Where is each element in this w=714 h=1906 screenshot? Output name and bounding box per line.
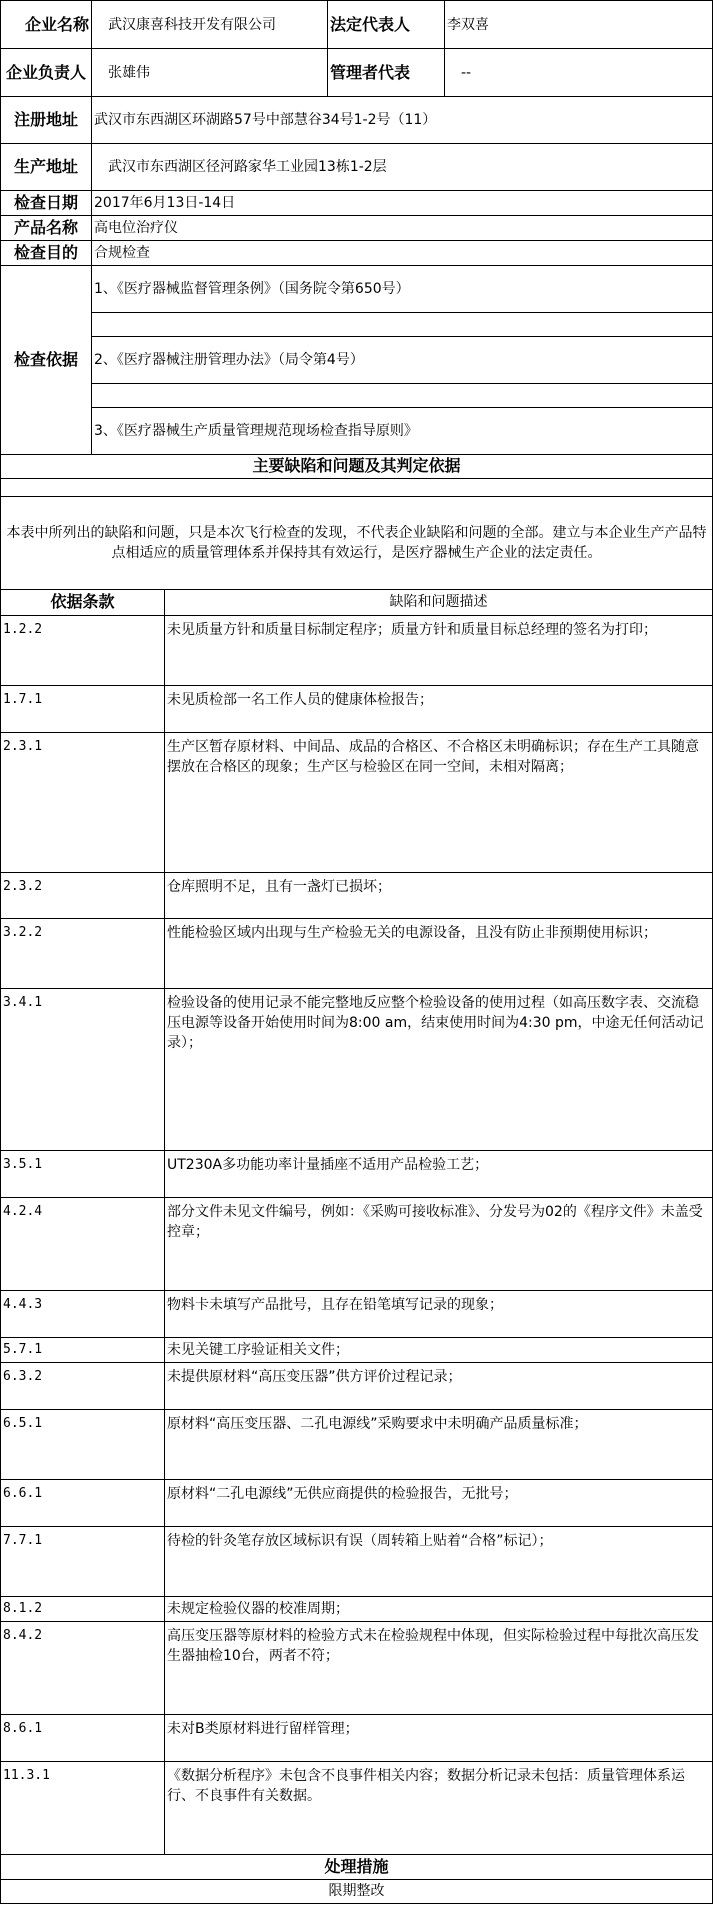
inspection-date-label: 检查日期	[1, 191, 92, 216]
table-row	[1, 732, 713, 872]
basis-label: 检查依据	[1, 266, 92, 455]
table-row	[1, 1409, 713, 1479]
row-clause: 2.3.1	[1, 732, 165, 872]
row-desc: 原材料“高压变压器、二孔电源线”采购要求中未明确产品质量标准；	[165, 1409, 713, 1479]
row-desc: 《数据分析程序》未包含不良事件相关内容；数据分析记录未包括：质量管理体系运行、不良事件有关数据。	[165, 1761, 713, 1854]
row-desc: 未对B类原材料进行留样管理；	[165, 1714, 713, 1761]
basis-item-1: 1、《医疗器械监督管理条例》（国务院令第650号）	[92, 266, 713, 313]
blank-row	[1, 478, 713, 496]
table-row	[1, 1150, 713, 1197]
table-row	[1, 1362, 713, 1409]
company-info-table	[0, 0, 713, 455]
row-desc: 未规定检验仪器的校准周期；	[165, 1596, 713, 1621]
basis-item-2: 2、《医疗器械注册管理办法》（局令第4号）	[92, 337, 713, 384]
row-desc: 原材料“二孔电源线”无供应商提供的检验报告，无批号；	[165, 1479, 713, 1526]
findings-section-title: 主要缺陷和问题及其判定依据	[1, 454, 713, 478]
row-clause: 8.4.2	[1, 1621, 165, 1714]
row-desc: 高压变压器等原材料的检验方式未在检验规程中体现，但实际检验过程中每批次高压发生器抽检10台，两者不符；	[165, 1621, 713, 1714]
row-desc: 物料卡未填写产品批号，且存在铅笔填写记录的现象；	[165, 1290, 713, 1337]
table-row	[1, 1596, 713, 1621]
measures-value: 限期整改	[1, 1879, 713, 1903]
row-desc: 未提供原材料“高压变压器”供方评价过程记录；	[165, 1362, 713, 1409]
reg-address-value: 武汉市东西湖区环湖路57号中部慧谷34号1-2号（11）	[92, 97, 713, 144]
row-desc: 待检的针灸笔存放区域标识有误（周转箱上贴着“合格”标记）；	[165, 1526, 713, 1596]
mgmt-rep-label: 管理者代表	[328, 49, 445, 97]
table-row	[1, 918, 713, 988]
table-row	[1, 988, 713, 1150]
purpose-label: 检查目的	[1, 241, 92, 266]
product-name-value: 高电位治疗仪	[92, 216, 713, 241]
product-name-label: 产品名称	[1, 216, 92, 241]
table-row	[1, 1714, 713, 1761]
company-name-value: 武汉康喜科技开发有限公司	[92, 1, 328, 49]
legal-rep-value: 李双喜	[445, 1, 713, 49]
row-desc: 检验设备的使用记录不能完整地反应整个检验设备的使用过程（如高压数字表、交流稳压电源等设备开始使用时间为8:00 am，结束使用时间为4:30 pm，中途无任何活动记录）；	[165, 988, 713, 1150]
basis-item-3: 3、《医疗器械生产质量管理规范现场检查指导原则》	[92, 408, 713, 455]
company-name-label: 企业名称	[1, 1, 92, 49]
row-clause: 8.6.1	[1, 1714, 165, 1761]
table-row	[1, 872, 713, 918]
row-desc: 生产区暂存原材料、中间品、成品的合格区、不合格区未明确标识；存在生产工具随意摆放在合格区的现象；生产区与检验区在同一空间，未相对隔离；	[165, 732, 713, 872]
mgmt-rep-value: --	[445, 49, 713, 97]
row-desc: 仓库照明不足，且有一盏灯已损坏；	[165, 872, 713, 918]
col-header-clause: 依据条款	[1, 589, 165, 615]
row-desc: 未见关键工序验证相关文件；	[165, 1337, 713, 1362]
row-clause: 2.3.2	[1, 872, 165, 918]
row-desc: UT230A多功能功率计量插座不适用产品检验工艺；	[165, 1150, 713, 1197]
prod-address-value: 武汉市东西湖区径河路家华工业园13栋1-2层	[92, 144, 713, 191]
table-row	[1, 1290, 713, 1337]
purpose-value: 合规检查	[92, 241, 713, 266]
measures-title: 处理措施	[1, 1854, 713, 1879]
row-desc: 部分文件未见文件编号，例如：《采购可接收标准》、分发号为02的《程序文件》未盖受控章；	[165, 1197, 713, 1290]
table-row	[1, 1337, 713, 1362]
findings-notice: 本表中所列出的缺陷和问题，只是本次飞行检查的发现，不代表企业缺陷和问题的全部。建立与本企业生产产品特点相适应的质量管理体系并保持其有效运行，是医疗器械生产企业的法定责任。	[1, 496, 713, 589]
legal-rep-label: 法定代表人	[328, 1, 445, 49]
basis-item-blank-2	[92, 384, 713, 408]
row-clause: 5.7.1	[1, 1337, 165, 1362]
row-clause: 6.3.2	[1, 1362, 165, 1409]
table-row	[1, 1761, 713, 1854]
table-row	[1, 1621, 713, 1714]
row-clause: 4.2.4	[1, 1197, 165, 1290]
row-desc: 性能检验区域内出现与生产检验无关的电源设备，且没有防止非预期使用标识；	[165, 918, 713, 988]
findings-table	[0, 454, 713, 1904]
table-row	[1, 1479, 713, 1526]
prod-address-label: 生产地址	[1, 144, 92, 191]
table-row	[1, 1526, 713, 1596]
table-row	[1, 615, 713, 685]
row-clause: 4.4.3	[1, 1290, 165, 1337]
row-clause: 6.6.1	[1, 1479, 165, 1526]
row-clause: 1.2.2	[1, 615, 165, 685]
row-clause: 6.5.1	[1, 1409, 165, 1479]
table-row	[1, 685, 713, 732]
findings-header-row	[1, 589, 713, 615]
row-clause: 3.5.1	[1, 1150, 165, 1197]
row-clause: 11.3.1	[1, 1761, 165, 1854]
table-row	[1, 1197, 713, 1290]
reg-address-label: 注册地址	[1, 97, 92, 144]
row-clause: 3.2.2	[1, 918, 165, 988]
row-clause: 1.7.1	[1, 685, 165, 732]
company-head-value: 张雄伟	[92, 49, 328, 97]
row-desc: 未见质检部一名工作人员的健康体检报告；	[165, 685, 713, 732]
row-clause: 7.7.1	[1, 1526, 165, 1596]
company-head-label: 企业负责人	[1, 49, 92, 97]
inspection-date-value: 2017年6月13日-14日	[92, 191, 713, 216]
basis-item-blank-1	[92, 313, 713, 337]
row-desc: 未见质量方针和质量目标制定程序；质量方针和质量目标总经理的签名为打印；	[165, 615, 713, 685]
col-header-desc: 缺陷和问题描述	[165, 589, 713, 615]
row-clause: 8.1.2	[1, 1596, 165, 1621]
row-clause: 3.4.1	[1, 988, 165, 1150]
